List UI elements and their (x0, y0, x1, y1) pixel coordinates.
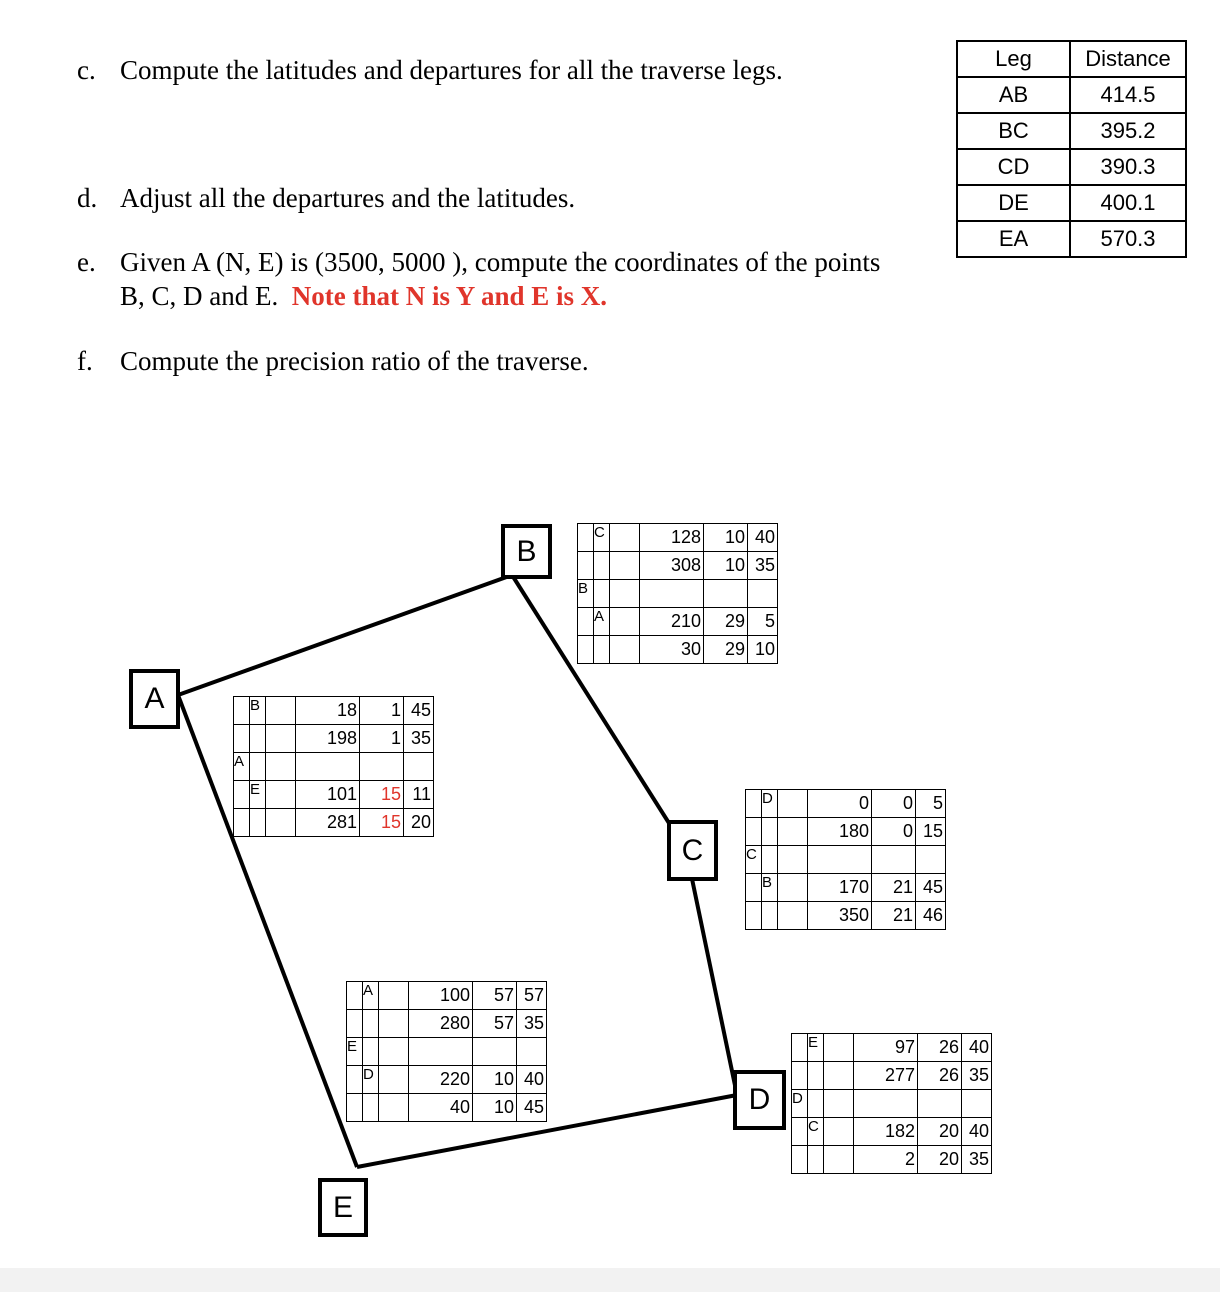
minutes-cell: 10 (473, 1066, 517, 1094)
degrees-cell: 280 (409, 1010, 473, 1038)
table-row (347, 1066, 547, 1094)
leg-cell: AB (957, 77, 1070, 113)
degrees-cell: 350 (808, 902, 872, 930)
leg-header: Leg (957, 41, 1070, 77)
table-row (347, 982, 547, 1010)
table-row (578, 580, 778, 608)
question-e-line1: Given A (N, E) is (3500, 5000 ), compute the coordinates of the points (120, 247, 881, 277)
table-row (746, 902, 946, 930)
station-label: C (746, 846, 762, 874)
minutes-cell: 21 (872, 902, 916, 930)
seconds-cell: 40 (748, 524, 778, 552)
target-label: D (762, 790, 778, 818)
table-row (792, 1034, 992, 1062)
table-row (792, 1090, 992, 1118)
point-a: A (129, 669, 180, 729)
table-row (578, 552, 778, 580)
field-table-station-c (745, 789, 946, 930)
field-table-station-a (233, 696, 434, 837)
table-row (792, 1062, 992, 1090)
field-table-station-b (577, 523, 778, 664)
question-e-note: Note that N is Y and E is X. (291, 281, 608, 311)
table-row (234, 781, 434, 809)
distance-cell: 395.2 (1070, 113, 1186, 149)
minutes-cell: 29 (704, 608, 748, 636)
minutes-cell: 15 (360, 781, 404, 809)
seconds-cell: 20 (404, 809, 434, 837)
table-row (234, 697, 434, 725)
seconds-cell: 35 (748, 552, 778, 580)
table-row (746, 846, 946, 874)
target-label: D (363, 1066, 379, 1094)
target-label: A (594, 608, 610, 636)
target-label: C (594, 524, 610, 552)
table-row (746, 790, 946, 818)
distance-cell: 400.1 (1070, 185, 1186, 221)
minutes-cell: 1 (360, 725, 404, 753)
seconds-cell: 45 (916, 874, 946, 902)
question-f-label: f. (77, 346, 93, 376)
table-row (578, 608, 778, 636)
degrees-cell: 198 (296, 725, 360, 753)
target-label: A (363, 982, 379, 1010)
question-e-label: e. (77, 247, 96, 277)
station-label: D (792, 1090, 808, 1118)
degrees-cell: 0 (808, 790, 872, 818)
degrees-cell: 2 (854, 1146, 918, 1174)
table-row (578, 636, 778, 664)
question-e-line2: B, C, D and E. (120, 281, 279, 311)
seconds-cell: 35 (517, 1010, 547, 1038)
target-label: C (808, 1118, 824, 1146)
table-row (746, 874, 946, 902)
minutes-cell: 29 (704, 636, 748, 664)
traverse-leg-ab (178, 575, 512, 695)
target-label: B (762, 874, 778, 902)
seconds-cell: 46 (916, 902, 946, 930)
degrees-cell: 100 (409, 982, 473, 1010)
minutes-cell: 0 (872, 818, 916, 846)
seconds-cell: 5 (748, 608, 778, 636)
minutes-cell: 20 (918, 1146, 962, 1174)
degrees-cell: 182 (854, 1118, 918, 1146)
seconds-cell: 5 (916, 790, 946, 818)
seconds-cell: 35 (962, 1146, 992, 1174)
table-row (347, 1094, 547, 1122)
traverse-leg-cd (686, 850, 737, 1095)
minutes-cell: 10 (704, 552, 748, 580)
table-row (347, 1038, 547, 1066)
seconds-cell: 40 (517, 1066, 547, 1094)
minutes-cell: 0 (872, 790, 916, 818)
station-label: A (234, 753, 250, 781)
station-label: B (578, 580, 594, 608)
minutes-cell: 10 (704, 524, 748, 552)
degrees-cell: 220 (409, 1066, 473, 1094)
seconds-cell: 35 (404, 725, 434, 753)
target-label: E (250, 781, 266, 809)
question-c-text: Compute the latitudes and departures for all the traverse legs. (120, 55, 783, 85)
field-table-station-d (791, 1033, 992, 1174)
minutes-cell: 21 (872, 874, 916, 902)
distance-cell: 390.3 (1070, 149, 1186, 185)
bottom-bar (0, 1268, 1220, 1292)
seconds-cell: 35 (962, 1062, 992, 1090)
point-c: C (667, 820, 718, 881)
table-row (234, 809, 434, 837)
table-row (746, 818, 946, 846)
question-c-label: c. (77, 55, 96, 85)
table-row (792, 1146, 992, 1174)
minutes-cell: 15 (360, 809, 404, 837)
degrees-cell: 281 (296, 809, 360, 837)
degrees-cell: 18 (296, 697, 360, 725)
minutes-cell: 57 (473, 982, 517, 1010)
leg-cell: DE (957, 185, 1070, 221)
degrees-cell: 128 (640, 524, 704, 552)
minutes-cell: 26 (918, 1034, 962, 1062)
degrees-cell: 30 (640, 636, 704, 664)
degrees-cell: 277 (854, 1062, 918, 1090)
point-e: E (318, 1178, 368, 1237)
minutes-cell: 26 (918, 1062, 962, 1090)
degrees-cell: 40 (409, 1094, 473, 1122)
minutes-cell: 1 (360, 697, 404, 725)
distance-header: Distance (1070, 41, 1186, 77)
seconds-cell: 45 (517, 1094, 547, 1122)
point-d: D (733, 1070, 786, 1130)
seconds-cell: 11 (404, 781, 434, 809)
leg-cell: CD (957, 149, 1070, 185)
minutes-cell: 57 (473, 1010, 517, 1038)
table-row (234, 753, 434, 781)
table-row (347, 1010, 547, 1038)
degrees-cell: 97 (854, 1034, 918, 1062)
seconds-cell: 15 (916, 818, 946, 846)
point-b: B (501, 524, 552, 579)
table-row (578, 524, 778, 552)
seconds-cell: 40 (962, 1034, 992, 1062)
distance-cell: 570.3 (1070, 221, 1186, 257)
degrees-cell: 170 (808, 874, 872, 902)
field-table-station-e (346, 981, 547, 1122)
degrees-cell: 101 (296, 781, 360, 809)
leg-cell: EA (957, 221, 1070, 257)
distance-cell: 414.5 (1070, 77, 1186, 113)
minutes-cell: 20 (918, 1118, 962, 1146)
seconds-cell: 10 (748, 636, 778, 664)
seconds-cell: 40 (962, 1118, 992, 1146)
question-d-label: d. (77, 183, 98, 213)
target-label: E (808, 1034, 824, 1062)
degrees-cell: 210 (640, 608, 704, 636)
table-row (234, 725, 434, 753)
target-label: B (250, 697, 266, 725)
station-label: E (347, 1038, 363, 1066)
seconds-cell: 57 (517, 982, 547, 1010)
question-d-text: Adjust all the departures and the latitudes. (120, 183, 576, 213)
seconds-cell: 45 (404, 697, 434, 725)
degrees-cell: 308 (640, 552, 704, 580)
degrees-cell: 180 (808, 818, 872, 846)
question-f-text: Compute the precision ratio of the traverse. (120, 346, 589, 376)
minutes-cell: 10 (473, 1094, 517, 1122)
table-row (792, 1118, 992, 1146)
leg-cell: BC (957, 113, 1070, 149)
